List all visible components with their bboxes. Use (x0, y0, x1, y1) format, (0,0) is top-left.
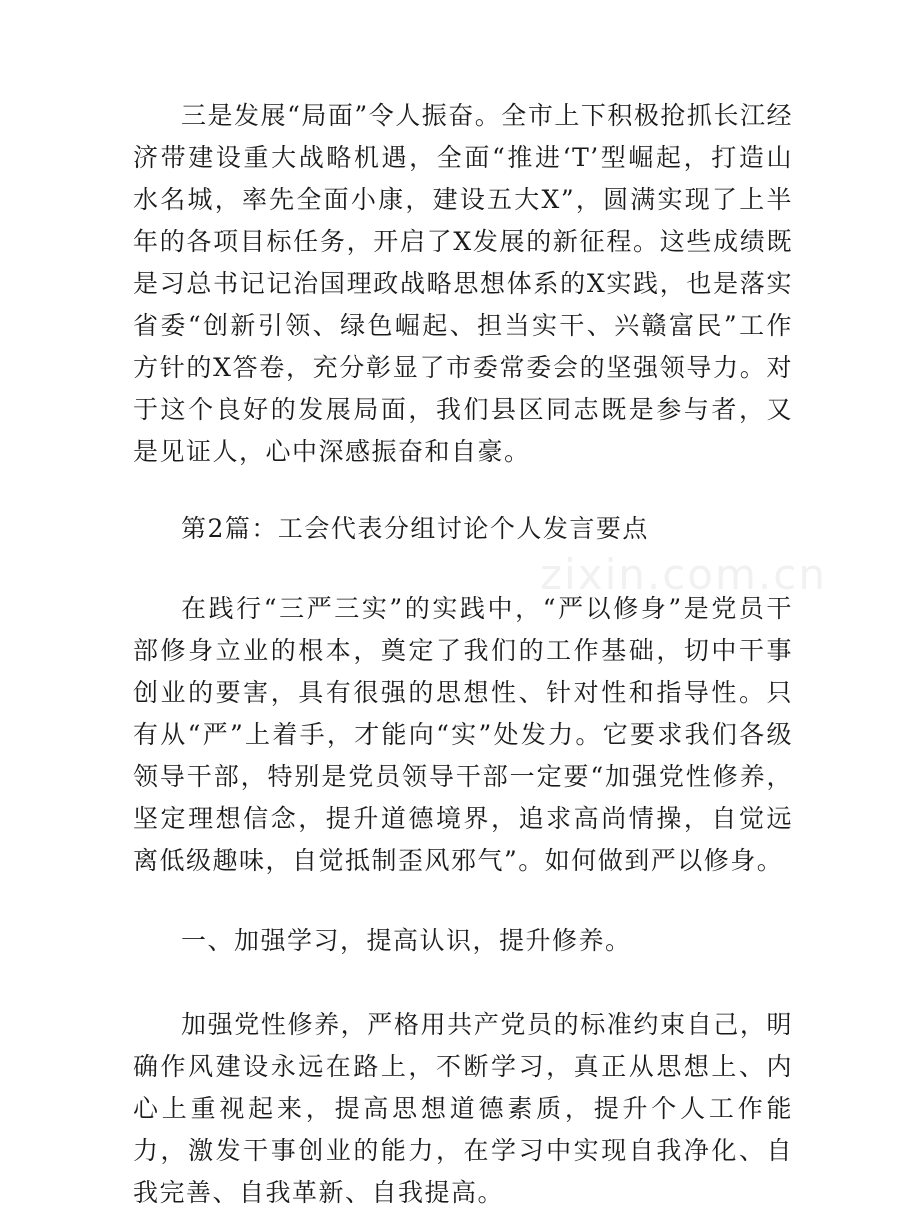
watermark: zixin.com.cn (540, 550, 827, 599)
section-heading: 第2篇：工会代表分组讨论个人发言要点 (181, 514, 649, 543)
paragraph-party-spirit: 加强党性修养，严格用共产党员的标准约束自己，明确作风建设永远在路上，不断学习，真正从思想上、内心上重视起来，提高思想道德素质，提升个人工作能力，激发干事创业的能力，在学习中实现自我净化、自我完善、自我革新、自我提高。 (133, 1010, 793, 1207)
document-body (133, 95, 793, 1214)
paragraph-self-cultivation: 在践行“三严三实”的实践中，“严以修身”是党员干部修身立业的根本，奠定了我们的工作基础，切中干事创业的要害，具有很强的思想性、针对性和指导性。只有从“严”上着手，才能向“实”处发力。它要求我们各级领导干部，特别是党员领导干部一定要“加强党性修养，坚定理想信念，提升道德境界，追求高尚情操，自觉远离低级趣味，自觉抵制歪风邪气”。如何做到严以修身。 (133, 594, 793, 875)
paragraph-development-situation: 三是发展“局面”令人振奋。全市上下积极抢抓长江经济带建设重大战略机遇，全面“推进‘T’型崛起，打造山水名城，率先全面小康，建设五大X”，圆满实现了上半年的各项目标任务，开启了X发展的新征程。这些成绩既是习总书记记治国理政战略思想体系的X实践，也是落实省委“创新引领、绿色崛起、担当实干、兴赣富民”工作方针的X答卷，充分彰显了市委常委会的坚强领导力。对于这个良好的发展局面，我们县区同志既是参与者，又是见证人，心中深感振奋和自豪。 (133, 101, 793, 466)
subheading-study: 一、加强学习，提高认识，提升修养。 (181, 926, 632, 955)
